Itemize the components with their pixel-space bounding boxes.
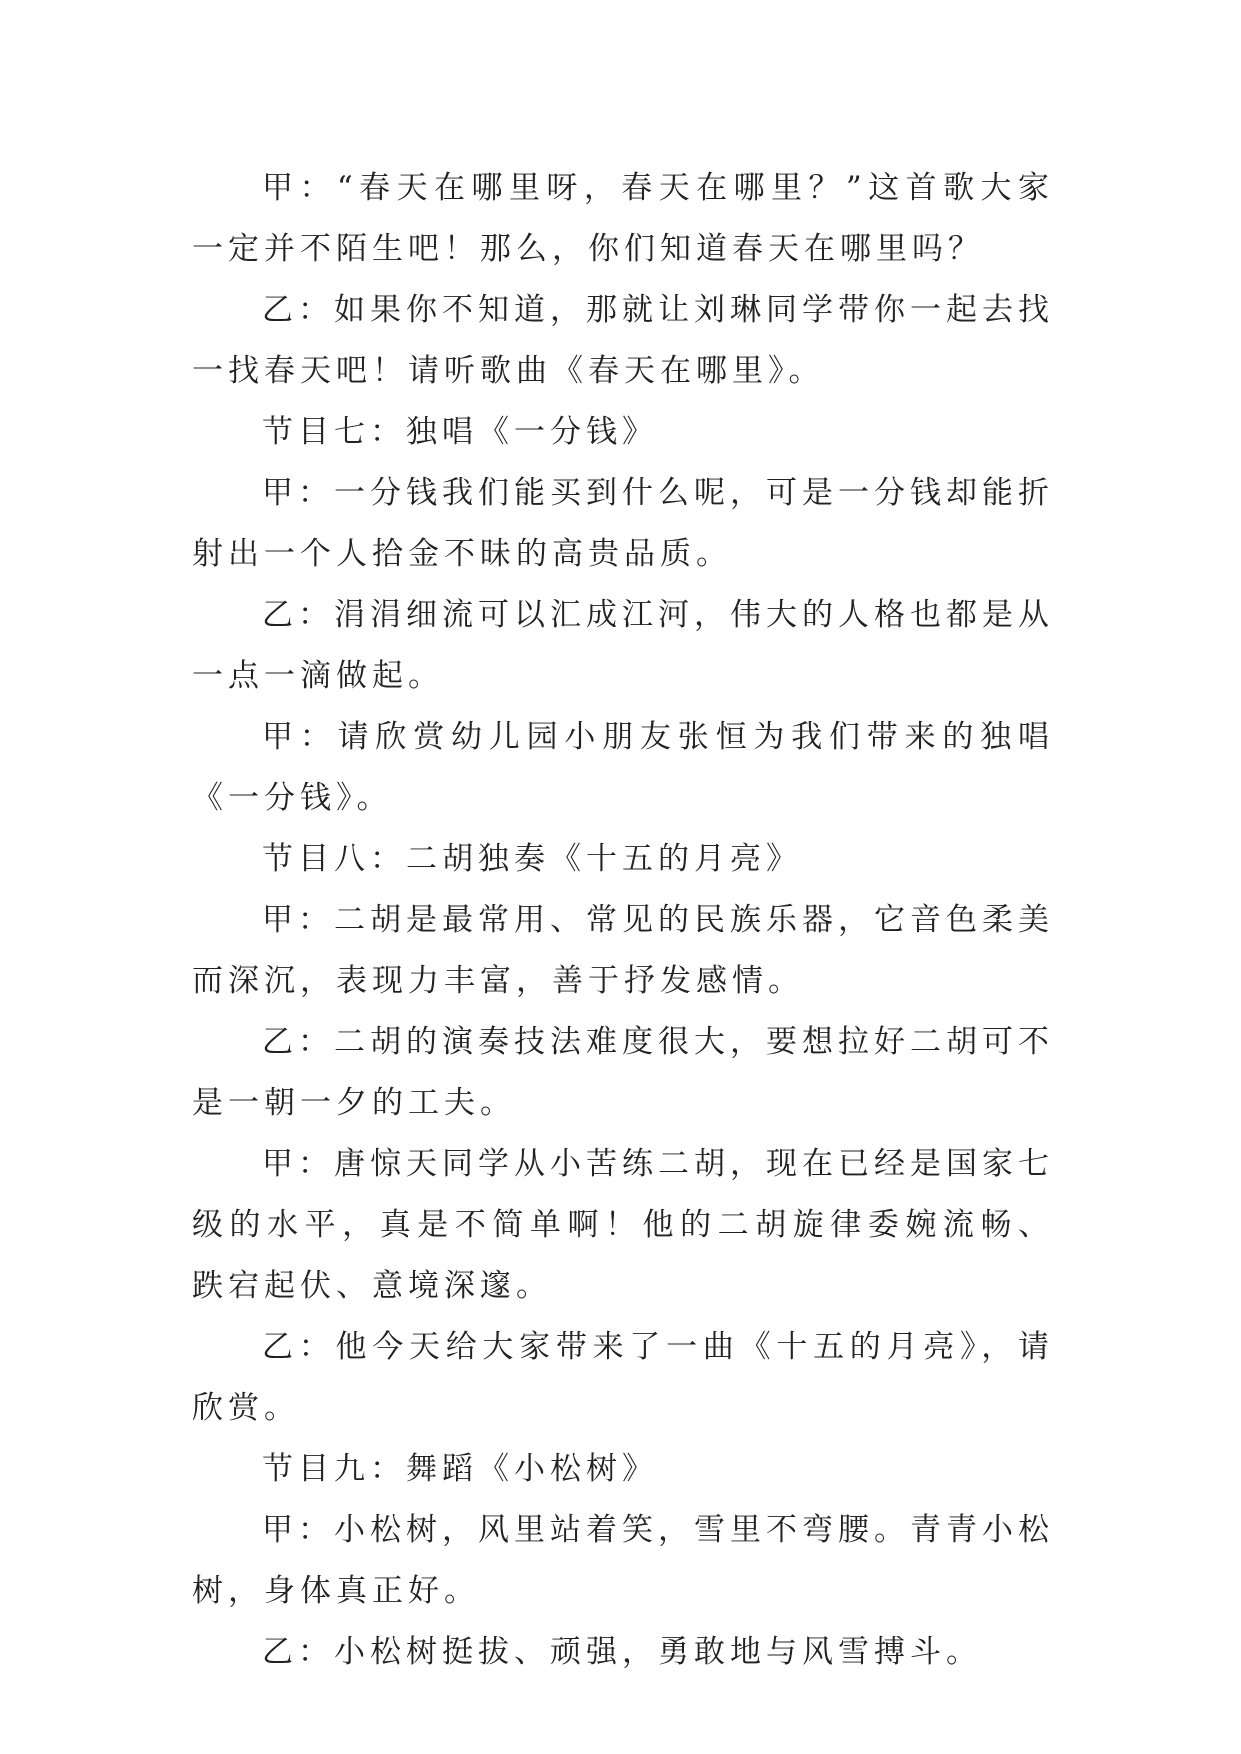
paragraph-host-yi-pine: 乙：小松树挺拔、顽强，勇敢地与风雪搏斗。: [262, 1634, 982, 1670]
program-heading-seven: 节目七：独唱《一分钱》: [262, 414, 658, 450]
paragraph-host-jia-erhu: 甲：二胡是最常用、常见的民族乐器，它音色柔美而深沉，表现力丰富，善于抒发感情。: [192, 902, 1054, 999]
paragraph-host-yi-small-streams: 乙：涓涓细流可以汇成江河，伟大的人格也都是从一点一滴做起。: [192, 597, 1054, 694]
paragraph-host-jia-one-cent: 甲：一分钱我们能买到什么呢，可是一分钱却能折射出一个人拾金不昧的高贵品质。: [192, 475, 1054, 572]
program-heading-nine: 节目九：舞蹈《小松树》: [262, 1451, 658, 1487]
paragraph-host-yi-erhu-technique: 乙：二胡的演奏技法难度很大，要想拉好二胡可不是一朝一夕的工夫。: [192, 1024, 1054, 1121]
document-body: [192, 158, 1054, 1683]
paragraph-host-jia-pine: 甲：小松树，风里站着笑，雪里不弯腰。青青小松树，身体真正好。: [192, 1512, 1054, 1609]
paragraph-host-jia-solo-intro: 甲：请欣赏幼儿园小朋友张恒为我们带来的独唱《一分钱》。: [192, 719, 1054, 816]
program-heading-eight: 节目八：二胡独奏《十五的月亮》: [262, 841, 802, 877]
paragraph-host-jia-performer: 甲：唐惊天同学从小苦练二胡，现在已经是国家七级的水平，真是不简单啊！他的二胡旋律委婉流畅、跌宕起伏、意境深邃。: [192, 1146, 1054, 1304]
paragraph-host-yi-enjoy: 乙：他今天给大家带来了一曲《十五的月亮》，请欣赏。: [192, 1329, 1054, 1426]
paragraph-host-yi-spring-intro: 乙：如果你不知道，那就让刘琳同学带你一起去找一找春天吧！请听歌曲《春天在哪里》。: [192, 292, 1054, 389]
paragraph-host-jia-spring-question: 甲：“春天在哪里呀，春天在哪里？”这首歌大家一定并不陌生吧！那么，你们知道春天在哪里吗？: [192, 170, 1054, 267]
